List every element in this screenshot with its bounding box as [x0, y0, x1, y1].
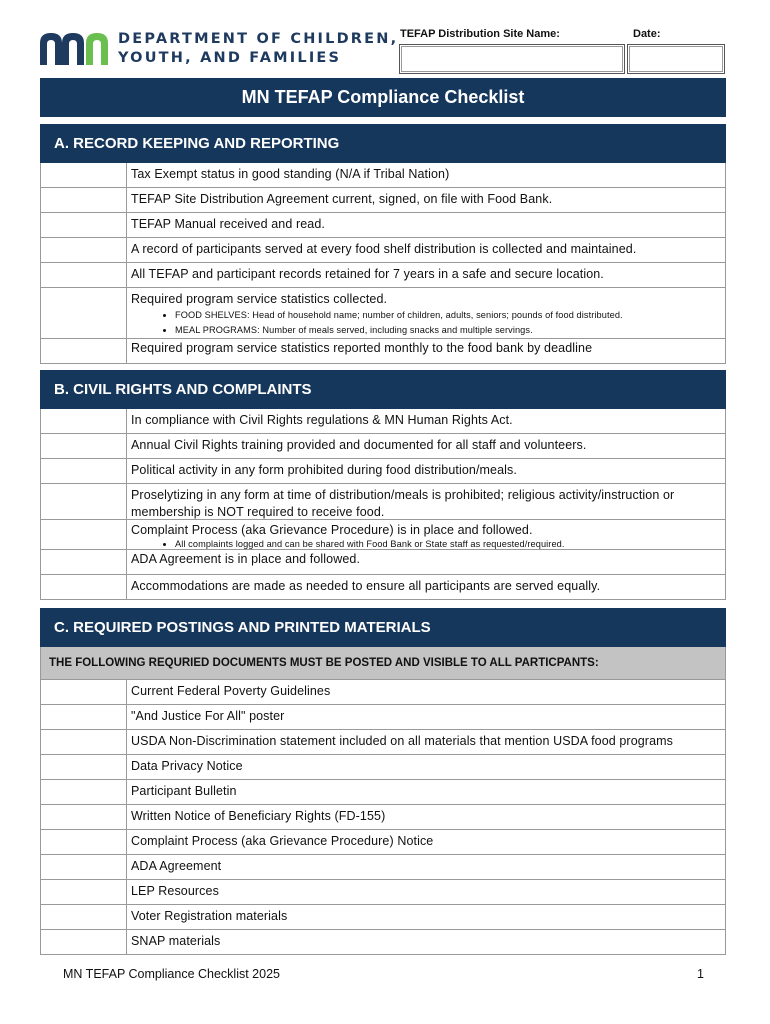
checkbox-cell[interactable] — [41, 550, 127, 574]
checklist-row — [40, 484, 726, 520]
checklist-row — [40, 905, 726, 930]
footer-title: MN TEFAP Compliance Checklist 2025 — [63, 967, 280, 981]
checklist-row — [40, 550, 726, 575]
checkbox-cell[interactable] — [41, 288, 127, 338]
checklist-item-text: Political activity in any form prohibited during food distribution/meals. — [131, 463, 517, 477]
section-a-heading: A. RECORD KEEPING AND REPORTING — [40, 124, 726, 163]
checklist-row — [40, 855, 726, 880]
checklist-row — [40, 188, 726, 213]
checklist-row — [40, 680, 726, 705]
checklist-item-text: Required program service statistics collected. — [131, 292, 388, 306]
mn-logo-icon — [40, 33, 108, 65]
checklist-row — [40, 880, 726, 905]
checkbox-cell[interactable] — [41, 459, 127, 483]
section-c-heading: C. REQUIRED POSTINGS AND PRINTED MATERIALS — [40, 608, 726, 647]
checkbox-cell[interactable] — [41, 213, 127, 237]
checkbox-cell[interactable] — [41, 930, 127, 954]
site-name-field[interactable] — [399, 44, 625, 74]
checkbox-cell[interactable] — [41, 434, 127, 458]
checkbox-cell[interactable] — [41, 263, 127, 287]
checkbox-cell[interactable] — [41, 680, 127, 704]
department-name-line2: YOUTH, AND FAMILIES — [118, 50, 342, 66]
checkbox-cell[interactable] — [41, 705, 127, 729]
checklist-row — [40, 830, 726, 855]
checkbox-cell[interactable] — [41, 188, 127, 212]
checkbox-cell[interactable] — [41, 805, 127, 829]
checklist-item — [127, 520, 725, 549]
department-logo — [40, 30, 398, 68]
checklist-row — [40, 434, 726, 459]
checklist-item-text: Voter Registration materials — [131, 909, 288, 923]
checkbox-cell[interactable] — [41, 484, 127, 519]
checkbox-cell[interactable] — [41, 780, 127, 804]
checklist-row — [40, 459, 726, 484]
checklist-item — [127, 288, 725, 338]
checklist-item-text: Accommodations are made as needed to ensure all participants are served equally. — [131, 579, 601, 593]
checklist-item-text: Current Federal Poverty Guidelines — [131, 684, 331, 698]
checklist-item-text: TEFAP Site Distribution Agreement current, signed, on file with Food Bank. — [131, 192, 553, 206]
checklist-row — [40, 930, 726, 955]
checklist-item-text: ADA Agreement is in place and followed. — [131, 552, 361, 566]
checklist-item-text: Tax Exempt status in good standing (N/A if Tribal Nation) — [131, 167, 450, 181]
checklist-item-text: Annual Civil Rights training provided and documented for all staff and volunteers. — [131, 438, 587, 452]
checklist-item-text: All TEFAP and participant records retained for 7 years in a safe and secure location. — [131, 267, 604, 281]
checklist-item-text: Proselytizing in any form at time of distribution/meals is prohibited; religious activity/instruction or membership is NOT required to receive food. — [131, 488, 675, 519]
section-postings — [40, 608, 726, 955]
bullet-list — [131, 308, 720, 338]
section-record-keeping — [40, 124, 726, 364]
checkbox-cell[interactable] — [41, 520, 127, 549]
checkbox-cell[interactable] — [41, 409, 127, 433]
bullet-item: • FOOD SHELVES: Head of household name; number of children, adults, seniors; pounds of food distributed. — [175, 308, 720, 323]
checklist-item-text: A record of participants served at every food shelf distribution is collected and maintained. — [131, 242, 637, 256]
checkbox-cell[interactable] — [41, 755, 127, 779]
checklist-item-text: "And Justice For All" poster — [131, 709, 285, 723]
checkbox-cell[interactable] — [41, 905, 127, 929]
checklist-item-text: TEFAP Manual received and read. — [131, 217, 325, 231]
checklist-row — [40, 288, 726, 339]
checklist-row — [40, 213, 726, 238]
page-title: MN TEFAP Compliance Checklist — [40, 78, 726, 117]
checklist-item-text: In compliance with Civil Rights regulations & MN Human Rights Act. — [131, 413, 513, 427]
checklist-row — [40, 780, 726, 805]
checkbox-cell[interactable] — [41, 830, 127, 854]
checklist-item-text: Data Privacy Notice — [131, 759, 243, 773]
checklist-item-text: Complaint Process (aka Grievance Procedure) Notice — [131, 834, 434, 848]
checklist-row — [40, 263, 726, 288]
checkbox-cell[interactable] — [41, 163, 127, 187]
section-civil-rights — [40, 370, 726, 600]
checklist-row — [40, 238, 726, 263]
checklist-item-text: Complaint Process (aka Grievance Procedure) is in place and followed. — [131, 523, 533, 537]
date-field[interactable] — [627, 44, 725, 74]
checklist-row — [40, 705, 726, 730]
checklist-item-text: SNAP materials — [131, 934, 221, 948]
section-b-heading: B. CIVIL RIGHTS AND COMPLAINTS — [40, 370, 726, 409]
checklist-row — [40, 409, 726, 434]
checklist-row — [40, 163, 726, 188]
checklist-row — [40, 730, 726, 755]
section-c-subheading: THE FOLLOWING REQURIED DOCUMENTS MUST BE POSTED AND VISIBLE TO ALL PARTICPANTS: — [40, 647, 726, 680]
checkbox-cell[interactable] — [41, 730, 127, 754]
bullet-item: • All complaints logged and can be shared with Food Bank or State staff as requested/required. — [175, 539, 720, 550]
site-name-label: TEFAP Distribution Site Name: — [400, 28, 560, 40]
checklist-item-text: Participant Bulletin — [131, 784, 237, 798]
checklist-item-text: USDA Non-Discrimination statement included on all materials that mention USDA food programs — [131, 734, 673, 748]
checklist-row — [40, 339, 726, 364]
checkbox-cell[interactable] — [41, 575, 127, 599]
checkbox-cell[interactable] — [41, 339, 127, 363]
checklist-row — [40, 805, 726, 830]
bullet-item: • MEAL PROGRAMS: Number of meals served, including snacks and multiple servings. — [175, 323, 720, 338]
checklist-row — [40, 755, 726, 780]
checklist-item-text: LEP Resources — [131, 884, 219, 898]
checkbox-cell[interactable] — [41, 238, 127, 262]
checklist-row — [40, 520, 726, 550]
checklist-item-text: Required program service statistics reported monthly to the food bank by deadline — [131, 341, 593, 355]
bullet-list — [131, 539, 720, 550]
checkbox-cell[interactable] — [41, 880, 127, 904]
checklist-row — [40, 575, 726, 600]
checklist-item-text: ADA Agreement — [131, 859, 222, 873]
date-label: Date: — [633, 28, 661, 40]
checkbox-cell[interactable] — [41, 855, 127, 879]
page-number: 1 — [697, 967, 704, 981]
checklist-item-text: Written Notice of Beneficiary Rights (FD-155) — [131, 809, 386, 823]
department-name — [118, 30, 398, 68]
department-name-line1: DEPARTMENT OF CHILDREN, — [118, 31, 399, 47]
